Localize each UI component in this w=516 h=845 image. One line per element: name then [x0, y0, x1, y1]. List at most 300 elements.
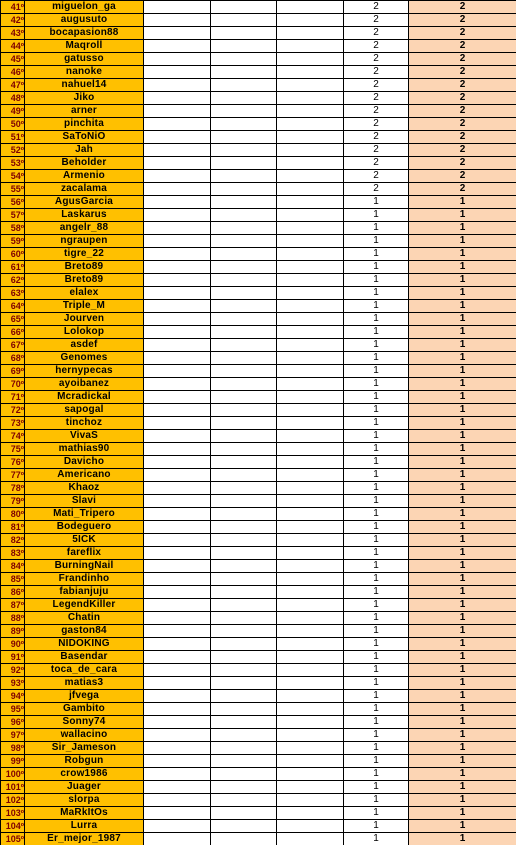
empty-cell[interactable] — [144, 755, 211, 768]
empty-cell[interactable] — [277, 79, 344, 92]
empty-cell[interactable] — [211, 833, 277, 845]
empty-cell[interactable] — [144, 183, 211, 196]
empty-cell[interactable] — [144, 586, 211, 599]
empty-cell[interactable] — [277, 300, 344, 313]
empty-cell[interactable] — [211, 482, 277, 495]
total-cell[interactable]: 1 — [409, 274, 516, 287]
total-cell[interactable]: 1 — [409, 820, 516, 833]
total-cell[interactable]: 1 — [409, 560, 516, 573]
empty-cell[interactable] — [277, 508, 344, 521]
empty-cell[interactable] — [211, 768, 277, 781]
empty-cell[interactable] — [211, 196, 277, 209]
rank-cell[interactable]: 78º — [1, 482, 25, 495]
total-cell[interactable]: 1 — [409, 456, 516, 469]
empty-cell[interactable] — [211, 794, 277, 807]
rank-cell[interactable]: 74º — [1, 430, 25, 443]
total-cell[interactable]: 1 — [409, 729, 516, 742]
points-cell[interactable]: 2 — [344, 170, 409, 183]
total-cell[interactable]: 1 — [409, 417, 516, 430]
rank-cell[interactable]: 79º — [1, 495, 25, 508]
points-cell[interactable]: 1 — [344, 469, 409, 482]
empty-cell[interactable] — [277, 157, 344, 170]
total-cell[interactable]: 2 — [409, 144, 516, 157]
total-cell[interactable]: 1 — [409, 781, 516, 794]
empty-cell[interactable] — [211, 430, 277, 443]
empty-cell[interactable] — [211, 1, 277, 14]
empty-cell[interactable] — [277, 274, 344, 287]
rank-cell[interactable]: 54º — [1, 170, 25, 183]
player-name-cell[interactable]: bocapasion88 — [25, 27, 144, 40]
total-cell[interactable]: 1 — [409, 521, 516, 534]
points-cell[interactable]: 1 — [344, 248, 409, 261]
empty-cell[interactable] — [277, 339, 344, 352]
player-name-cell[interactable]: pinchita — [25, 118, 144, 131]
empty-cell[interactable] — [211, 755, 277, 768]
total-cell[interactable]: 1 — [409, 430, 516, 443]
rank-cell[interactable]: 77º — [1, 469, 25, 482]
empty-cell[interactable] — [144, 781, 211, 794]
player-name-cell[interactable]: elalex — [25, 287, 144, 300]
player-name-cell[interactable]: matias3 — [25, 677, 144, 690]
rank-cell[interactable]: 41º — [1, 1, 25, 14]
total-cell[interactable]: 1 — [409, 807, 516, 820]
empty-cell[interactable] — [211, 508, 277, 521]
rank-cell[interactable]: 59º — [1, 235, 25, 248]
empty-cell[interactable] — [211, 209, 277, 222]
player-name-cell[interactable]: angelr_88 — [25, 222, 144, 235]
empty-cell[interactable] — [277, 742, 344, 755]
rank-cell[interactable]: 82º — [1, 534, 25, 547]
empty-cell[interactable] — [277, 378, 344, 391]
empty-cell[interactable] — [277, 469, 344, 482]
empty-cell[interactable] — [144, 443, 211, 456]
empty-cell[interactable] — [144, 378, 211, 391]
empty-cell[interactable] — [144, 248, 211, 261]
empty-cell[interactable] — [277, 573, 344, 586]
empty-cell[interactable] — [144, 352, 211, 365]
player-name-cell[interactable]: miguelon_ga — [25, 1, 144, 14]
empty-cell[interactable] — [144, 40, 211, 53]
empty-cell[interactable] — [277, 534, 344, 547]
rank-cell[interactable]: 64º — [1, 300, 25, 313]
empty-cell[interactable] — [277, 547, 344, 560]
empty-cell[interactable] — [211, 521, 277, 534]
rank-cell[interactable]: 104º — [1, 820, 25, 833]
points-cell[interactable]: 1 — [344, 300, 409, 313]
rank-cell[interactable]: 83º — [1, 547, 25, 560]
empty-cell[interactable] — [277, 638, 344, 651]
empty-cell[interactable] — [277, 222, 344, 235]
points-cell[interactable]: 2 — [344, 157, 409, 170]
empty-cell[interactable] — [277, 430, 344, 443]
player-name-cell[interactable]: asdef — [25, 339, 144, 352]
total-cell[interactable]: 1 — [409, 794, 516, 807]
player-name-cell[interactable]: mathias90 — [25, 443, 144, 456]
empty-cell[interactable] — [144, 768, 211, 781]
player-name-cell[interactable]: augusuto — [25, 14, 144, 27]
empty-cell[interactable] — [211, 469, 277, 482]
points-cell[interactable]: 2 — [344, 53, 409, 66]
empty-cell[interactable] — [144, 573, 211, 586]
rank-cell[interactable]: 51º — [1, 131, 25, 144]
player-name-cell[interactable]: Genomes — [25, 352, 144, 365]
points-cell[interactable]: 1 — [344, 495, 409, 508]
empty-cell[interactable] — [277, 352, 344, 365]
rank-cell[interactable]: 92º — [1, 664, 25, 677]
rank-cell[interactable]: 66º — [1, 326, 25, 339]
empty-cell[interactable] — [277, 235, 344, 248]
player-name-cell[interactable]: Armenio — [25, 170, 144, 183]
total-cell[interactable]: 1 — [409, 469, 516, 482]
player-name-cell[interactable]: tigre_22 — [25, 248, 144, 261]
empty-cell[interactable] — [277, 625, 344, 638]
player-name-cell[interactable]: Er_mejor_1987 — [25, 833, 144, 845]
empty-cell[interactable] — [277, 690, 344, 703]
total-cell[interactable]: 1 — [409, 391, 516, 404]
empty-cell[interactable] — [277, 820, 344, 833]
rank-cell[interactable]: 95º — [1, 703, 25, 716]
total-cell[interactable]: 2 — [409, 183, 516, 196]
empty-cell[interactable] — [277, 755, 344, 768]
empty-cell[interactable] — [277, 40, 344, 53]
empty-cell[interactable] — [144, 521, 211, 534]
rank-cell[interactable]: 49º — [1, 105, 25, 118]
rank-cell[interactable]: 44º — [1, 40, 25, 53]
empty-cell[interactable] — [211, 183, 277, 196]
rank-cell[interactable]: 56º — [1, 196, 25, 209]
empty-cell[interactable] — [277, 196, 344, 209]
rank-cell[interactable]: 58º — [1, 222, 25, 235]
points-cell[interactable]: 1 — [344, 833, 409, 845]
rank-cell[interactable]: 43º — [1, 27, 25, 40]
empty-cell[interactable] — [211, 677, 277, 690]
empty-cell[interactable] — [144, 313, 211, 326]
player-name-cell[interactable]: nahuel14 — [25, 79, 144, 92]
empty-cell[interactable] — [211, 157, 277, 170]
points-cell[interactable]: 1 — [344, 404, 409, 417]
total-cell[interactable]: 1 — [409, 196, 516, 209]
empty-cell[interactable] — [211, 235, 277, 248]
points-cell[interactable]: 1 — [344, 456, 409, 469]
empty-cell[interactable] — [211, 326, 277, 339]
rank-cell[interactable]: 86º — [1, 586, 25, 599]
empty-cell[interactable] — [277, 404, 344, 417]
rank-cell[interactable]: 55º — [1, 183, 25, 196]
total-cell[interactable]: 1 — [409, 833, 516, 845]
empty-cell[interactable] — [211, 664, 277, 677]
total-cell[interactable]: 1 — [409, 261, 516, 274]
rank-cell[interactable]: 61º — [1, 261, 25, 274]
empty-cell[interactable] — [277, 105, 344, 118]
empty-cell[interactable] — [144, 703, 211, 716]
empty-cell[interactable] — [277, 703, 344, 716]
player-name-cell[interactable]: Gambito — [25, 703, 144, 716]
empty-cell[interactable] — [211, 27, 277, 40]
total-cell[interactable]: 2 — [409, 157, 516, 170]
points-cell[interactable]: 1 — [344, 755, 409, 768]
total-cell[interactable]: 1 — [409, 339, 516, 352]
empty-cell[interactable] — [144, 118, 211, 131]
empty-cell[interactable] — [211, 703, 277, 716]
total-cell[interactable]: 1 — [409, 326, 516, 339]
total-cell[interactable]: 2 — [409, 105, 516, 118]
total-cell[interactable]: 1 — [409, 534, 516, 547]
empty-cell[interactable] — [277, 599, 344, 612]
rank-cell[interactable]: 70º — [1, 378, 25, 391]
empty-cell[interactable] — [144, 612, 211, 625]
empty-cell[interactable] — [277, 664, 344, 677]
points-cell[interactable]: 1 — [344, 807, 409, 820]
empty-cell[interactable] — [211, 586, 277, 599]
rank-cell[interactable]: 85º — [1, 573, 25, 586]
player-name-cell[interactable]: sapogal — [25, 404, 144, 417]
empty-cell[interactable] — [211, 248, 277, 261]
total-cell[interactable]: 2 — [409, 53, 516, 66]
total-cell[interactable]: 2 — [409, 92, 516, 105]
empty-cell[interactable] — [211, 352, 277, 365]
points-cell[interactable]: 1 — [344, 599, 409, 612]
empty-cell[interactable] — [211, 92, 277, 105]
rank-cell[interactable]: 53º — [1, 157, 25, 170]
empty-cell[interactable] — [211, 261, 277, 274]
player-name-cell[interactable]: AgusGarcia — [25, 196, 144, 209]
empty-cell[interactable] — [144, 274, 211, 287]
points-cell[interactable]: 1 — [344, 547, 409, 560]
player-name-cell[interactable]: Slavi — [25, 495, 144, 508]
player-name-cell[interactable]: Basendar — [25, 651, 144, 664]
empty-cell[interactable] — [211, 391, 277, 404]
empty-cell[interactable] — [211, 612, 277, 625]
points-cell[interactable]: 1 — [344, 287, 409, 300]
total-cell[interactable]: 1 — [409, 378, 516, 391]
empty-cell[interactable] — [144, 14, 211, 27]
empty-cell[interactable] — [144, 170, 211, 183]
rank-cell[interactable]: 81º — [1, 521, 25, 534]
total-cell[interactable]: 1 — [409, 716, 516, 729]
rank-cell[interactable]: 71º — [1, 391, 25, 404]
empty-cell[interactable] — [211, 313, 277, 326]
rank-cell[interactable]: 68º — [1, 352, 25, 365]
rank-cell[interactable]: 87º — [1, 599, 25, 612]
player-name-cell[interactable]: Juager — [25, 781, 144, 794]
empty-cell[interactable] — [144, 495, 211, 508]
empty-cell[interactable] — [277, 209, 344, 222]
empty-cell[interactable] — [144, 430, 211, 443]
empty-cell[interactable] — [144, 261, 211, 274]
total-cell[interactable]: 1 — [409, 690, 516, 703]
empty-cell[interactable] — [211, 638, 277, 651]
points-cell[interactable]: 2 — [344, 66, 409, 79]
player-name-cell[interactable]: ngraupen — [25, 235, 144, 248]
rank-cell[interactable]: 50º — [1, 118, 25, 131]
empty-cell[interactable] — [144, 625, 211, 638]
total-cell[interactable]: 1 — [409, 651, 516, 664]
empty-cell[interactable] — [211, 729, 277, 742]
player-name-cell[interactable]: Lurra — [25, 820, 144, 833]
empty-cell[interactable] — [144, 807, 211, 820]
empty-cell[interactable] — [211, 53, 277, 66]
empty-cell[interactable] — [277, 248, 344, 261]
empty-cell[interactable] — [144, 287, 211, 300]
total-cell[interactable]: 1 — [409, 443, 516, 456]
points-cell[interactable]: 1 — [344, 196, 409, 209]
player-name-cell[interactable]: VivaS — [25, 430, 144, 443]
rank-cell[interactable]: 63º — [1, 287, 25, 300]
total-cell[interactable]: 1 — [409, 287, 516, 300]
points-cell[interactable]: 1 — [344, 729, 409, 742]
empty-cell[interactable] — [211, 404, 277, 417]
total-cell[interactable]: 1 — [409, 495, 516, 508]
empty-cell[interactable] — [211, 820, 277, 833]
empty-cell[interactable] — [144, 729, 211, 742]
total-cell[interactable]: 1 — [409, 599, 516, 612]
player-name-cell[interactable]: tinchoz — [25, 417, 144, 430]
empty-cell[interactable] — [211, 807, 277, 820]
empty-cell[interactable] — [211, 690, 277, 703]
empty-cell[interactable] — [211, 79, 277, 92]
rank-cell[interactable]: 97º — [1, 729, 25, 742]
empty-cell[interactable] — [277, 14, 344, 27]
player-name-cell[interactable]: Davicho — [25, 456, 144, 469]
player-name-cell[interactable]: Breto89 — [25, 261, 144, 274]
empty-cell[interactable] — [277, 560, 344, 573]
empty-cell[interactable] — [211, 781, 277, 794]
points-cell[interactable]: 1 — [344, 274, 409, 287]
total-cell[interactable]: 1 — [409, 677, 516, 690]
total-cell[interactable]: 1 — [409, 755, 516, 768]
empty-cell[interactable] — [144, 742, 211, 755]
empty-cell[interactable] — [144, 339, 211, 352]
empty-cell[interactable] — [144, 820, 211, 833]
empty-cell[interactable] — [277, 53, 344, 66]
rank-cell[interactable]: 75º — [1, 443, 25, 456]
total-cell[interactable]: 1 — [409, 664, 516, 677]
total-cell[interactable]: 2 — [409, 27, 516, 40]
empty-cell[interactable] — [144, 27, 211, 40]
points-cell[interactable]: 1 — [344, 352, 409, 365]
empty-cell[interactable] — [144, 196, 211, 209]
points-cell[interactable]: 1 — [344, 612, 409, 625]
empty-cell[interactable] — [277, 92, 344, 105]
empty-cell[interactable] — [277, 417, 344, 430]
empty-cell[interactable] — [277, 27, 344, 40]
total-cell[interactable]: 1 — [409, 235, 516, 248]
total-cell[interactable]: 1 — [409, 209, 516, 222]
total-cell[interactable]: 1 — [409, 625, 516, 638]
total-cell[interactable]: 1 — [409, 300, 516, 313]
points-cell[interactable]: 1 — [344, 482, 409, 495]
total-cell[interactable]: 1 — [409, 586, 516, 599]
empty-cell[interactable] — [277, 287, 344, 300]
empty-cell[interactable] — [277, 1, 344, 14]
rank-cell[interactable]: 69º — [1, 365, 25, 378]
total-cell[interactable]: 1 — [409, 404, 516, 417]
empty-cell[interactable] — [144, 365, 211, 378]
rank-cell[interactable]: 101º — [1, 781, 25, 794]
empty-cell[interactable] — [277, 144, 344, 157]
points-cell[interactable]: 1 — [344, 378, 409, 391]
player-name-cell[interactable]: SaToNiO — [25, 131, 144, 144]
empty-cell[interactable] — [277, 729, 344, 742]
rank-cell[interactable]: 88º — [1, 612, 25, 625]
player-name-cell[interactable]: slorpa — [25, 794, 144, 807]
total-cell[interactable]: 1 — [409, 352, 516, 365]
empty-cell[interactable] — [144, 690, 211, 703]
points-cell[interactable]: 1 — [344, 261, 409, 274]
empty-cell[interactable] — [211, 105, 277, 118]
rank-cell[interactable]: 93º — [1, 677, 25, 690]
total-cell[interactable]: 1 — [409, 638, 516, 651]
rank-cell[interactable]: 89º — [1, 625, 25, 638]
empty-cell[interactable] — [211, 560, 277, 573]
total-cell[interactable]: 2 — [409, 66, 516, 79]
points-cell[interactable]: 1 — [344, 664, 409, 677]
empty-cell[interactable] — [144, 131, 211, 144]
empty-cell[interactable] — [277, 677, 344, 690]
rank-cell[interactable]: 103º — [1, 807, 25, 820]
empty-cell[interactable] — [144, 664, 211, 677]
empty-cell[interactable] — [144, 599, 211, 612]
rank-cell[interactable]: 102º — [1, 794, 25, 807]
player-name-cell[interactable]: gaston84 — [25, 625, 144, 638]
total-cell[interactable]: 2 — [409, 118, 516, 131]
player-name-cell[interactable]: gatusso — [25, 53, 144, 66]
player-name-cell[interactable]: Khaoz — [25, 482, 144, 495]
empty-cell[interactable] — [144, 209, 211, 222]
total-cell[interactable]: 1 — [409, 508, 516, 521]
total-cell[interactable]: 1 — [409, 313, 516, 326]
player-name-cell[interactable]: 5ICK — [25, 534, 144, 547]
player-name-cell[interactable]: arner — [25, 105, 144, 118]
total-cell[interactable]: 2 — [409, 14, 516, 27]
empty-cell[interactable] — [277, 365, 344, 378]
empty-cell[interactable] — [211, 300, 277, 313]
points-cell[interactable]: 2 — [344, 79, 409, 92]
empty-cell[interactable] — [211, 287, 277, 300]
empty-cell[interactable] — [144, 404, 211, 417]
points-cell[interactable]: 2 — [344, 183, 409, 196]
player-name-cell[interactable]: BurningNail — [25, 560, 144, 573]
points-cell[interactable]: 2 — [344, 27, 409, 40]
empty-cell[interactable] — [277, 495, 344, 508]
player-name-cell[interactable]: Robgun — [25, 755, 144, 768]
empty-cell[interactable] — [144, 66, 211, 79]
empty-cell[interactable] — [277, 443, 344, 456]
empty-cell[interactable] — [144, 482, 211, 495]
total-cell[interactable]: 2 — [409, 1, 516, 14]
empty-cell[interactable] — [277, 170, 344, 183]
empty-cell[interactable] — [144, 1, 211, 14]
player-name-cell[interactable]: NIDOKING — [25, 638, 144, 651]
player-name-cell[interactable]: Sonny74 — [25, 716, 144, 729]
empty-cell[interactable] — [144, 92, 211, 105]
player-name-cell[interactable]: Breto89 — [25, 274, 144, 287]
points-cell[interactable]: 1 — [344, 391, 409, 404]
points-cell[interactable]: 1 — [344, 443, 409, 456]
points-cell[interactable]: 1 — [344, 703, 409, 716]
player-name-cell[interactable]: nanoke — [25, 66, 144, 79]
empty-cell[interactable] — [144, 534, 211, 547]
total-cell[interactable]: 1 — [409, 742, 516, 755]
points-cell[interactable]: 1 — [344, 742, 409, 755]
total-cell[interactable]: 1 — [409, 248, 516, 261]
empty-cell[interactable] — [144, 300, 211, 313]
empty-cell[interactable] — [211, 378, 277, 391]
points-cell[interactable]: 1 — [344, 560, 409, 573]
points-cell[interactable]: 1 — [344, 573, 409, 586]
empty-cell[interactable] — [144, 469, 211, 482]
empty-cell[interactable] — [144, 651, 211, 664]
